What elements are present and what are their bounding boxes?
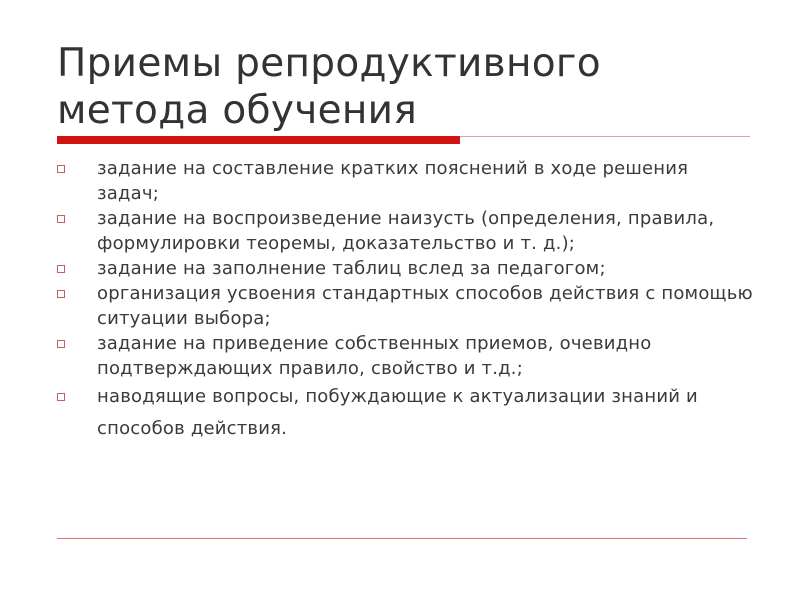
bullet-item [56,256,756,281]
title-accent-bar [57,136,460,144]
bullet-list [56,156,756,445]
slide-title: Приемы репродуктивного метода обучения [57,41,601,133]
bullet-item [56,206,756,256]
hollow-square-icon [57,393,65,401]
bottom-divider [57,538,747,539]
bullet-text: задание на воспроизведение наизусть (определения, правила, формулировки теоремы, доказательство и т. д.); [97,208,715,254]
bullet-text: организация усвоения стандартных способов действия с помощью ситуации выбора; [97,283,753,329]
hollow-square-icon [57,340,65,348]
hollow-square-icon [57,290,65,298]
bullet-text: задание на составление кратких пояснений в ходе решения задач; [97,158,689,204]
bullet-text: наводящие вопросы, побуждающие к актуализации знаний и способов действия. [97,386,698,439]
bullet-item [56,156,756,206]
bullet-text: задание на заполнение таблиц вслед за педагогом; [97,258,606,279]
hollow-square-icon [57,215,65,223]
bullet-text: задание на приведение собственных приемов, очевидно подтверждающих правило, свойство и т.д.; [97,333,652,379]
bullet-item [56,381,756,445]
hollow-square-icon [57,165,65,173]
hollow-square-icon [57,265,65,273]
bullet-item [56,281,756,331]
bullet-item [56,331,756,381]
